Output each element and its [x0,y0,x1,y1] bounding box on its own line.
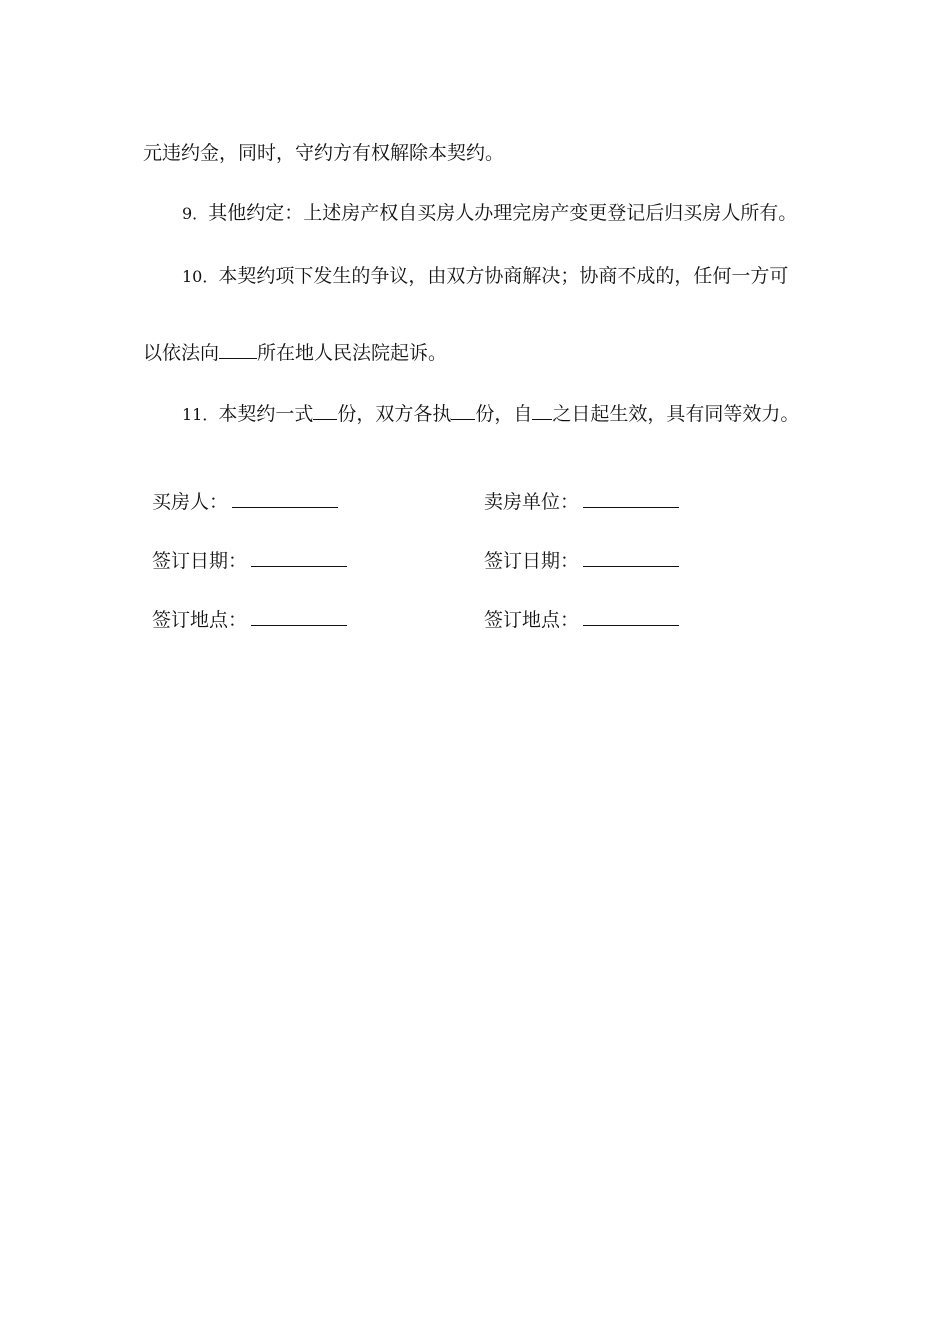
clause-11-text-c: 份，自 [475,403,533,425]
seller-signature-row [484,487,679,515]
effective-date-blank[interactable] [532,399,552,420]
clause-11-text-b: 份，双方各执 [337,403,452,425]
seller-date-row [484,546,679,574]
clause-11-number: 11． [182,405,219,424]
copies-total-blank[interactable] [313,399,337,420]
clause-9-text: 其他约定：上述房产权自买房人办理完房产变更登记后归买房人所有。 [208,202,798,224]
seller-signature-line[interactable] [583,487,679,508]
buyer-signature-row [152,487,338,515]
clause-10-number: 10． [182,267,219,286]
clause-10-line-1 [182,263,788,290]
clause-10-text-a: 以依法向 [143,342,220,364]
clause-8-continuation [143,140,504,166]
seller-label: 卖房单位： [484,491,580,513]
clause-8-text: 元违约金，同时，守约方有权解除本契约。 [143,142,505,164]
clause-11-text-d: 之日起生效，具有同等效力。 [552,403,800,425]
seller-place-label: 签订地点： [484,609,580,631]
buyer-place-row [152,605,347,633]
seller-date-line[interactable] [583,546,679,567]
buyer-place-label: 签订地点： [152,609,248,631]
buyer-signature-line[interactable] [232,487,338,508]
seller-place-line[interactable] [583,605,679,626]
clause-10-text-b: 所在地人民法院起诉。 [257,342,448,364]
seller-date-label: 签订日期： [484,550,580,572]
clause-11-text-a: 本契约一式 [218,403,314,425]
buyer-date-row [152,546,347,574]
clause-11 [182,399,799,428]
court-location-blank[interactable] [219,338,257,359]
buyer-date-line[interactable] [251,546,347,567]
buyer-label: 买房人： [152,491,229,513]
seller-place-row [484,605,679,633]
copies-each-blank[interactable] [451,399,475,420]
clause-10-text: 本契约项下发生的争议，由双方协商解决；协商不成的，任何一方可 [218,265,789,287]
buyer-date-label: 签订日期： [152,550,248,572]
buyer-place-line[interactable] [251,605,347,626]
clause-9-number: 9． [182,204,209,223]
clause-9 [182,200,797,227]
clause-10-line-2 [143,338,447,366]
